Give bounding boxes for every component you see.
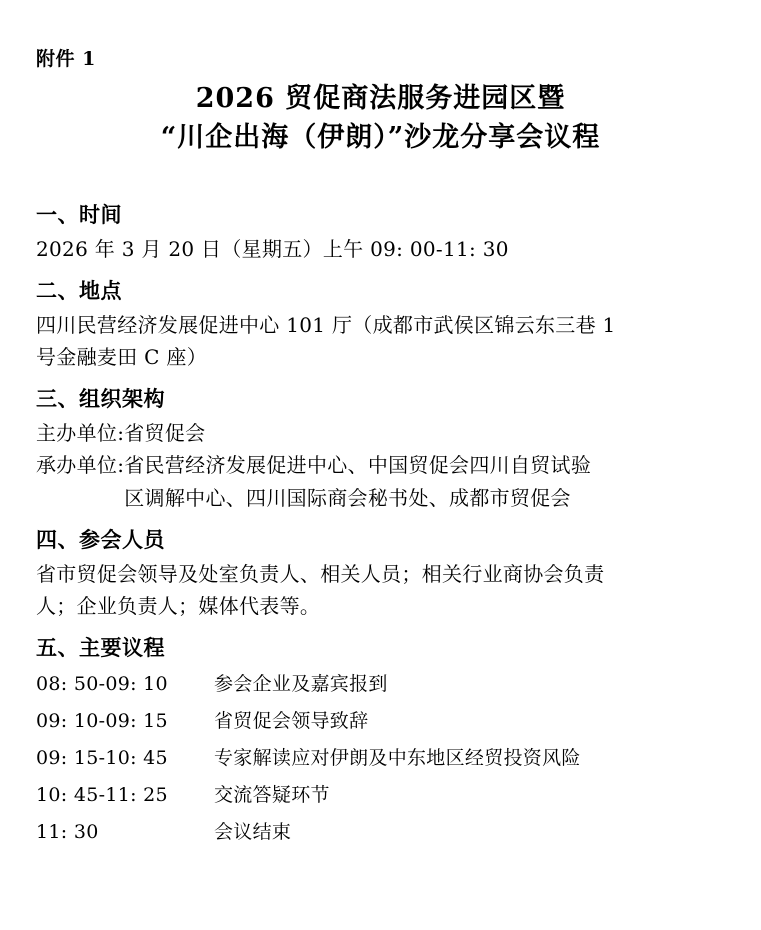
section-text-participants-line-2: 人；企业负责人；媒体代表等。: [36, 594, 321, 619]
agenda-description: 参会企业及嘉宾报到: [214, 672, 388, 695]
organization-cohost-value-line-2: 区调解中心、四川国际商会秘书处、成都市贸促会: [124, 485, 571, 510]
section-text-place-line-1: 四川民营经济发展促进中心 101 厅（成都市武侯区锦云东三巷 1: [36, 312, 616, 337]
organization-host-row: [36, 417, 725, 449]
agenda-list: [36, 666, 725, 851]
organization-cohost-row: [36, 449, 725, 481]
agenda-description: 专家解读应对伊朗及中东地区经贸投资风险: [214, 746, 581, 769]
section-heading-time: 一、时间: [36, 202, 122, 228]
section-text-place-line-2: 号金融麦田 C 座）: [36, 345, 208, 370]
page-title: [36, 79, 725, 157]
title-line-2: “川企出海（伊朗）”沙龙分享会议程: [160, 122, 601, 154]
organization-cohost-row-continued: [36, 482, 725, 514]
agenda-row: [36, 777, 725, 814]
document-body: [36, 199, 725, 851]
section-heading-agenda: 五、主要议程: [36, 635, 165, 661]
section-text-participants-line-1: 省市贸促会领导及处室负责人、相关人员；相关行业商协会负责: [36, 561, 605, 586]
organization-host-label: 主办单位:: [36, 420, 125, 445]
agenda-time: 09: 15-10: 45: [36, 746, 168, 769]
section-heading-participants: 四、参会人员: [36, 527, 165, 553]
organization-cohost-label: 承办单位:: [36, 453, 125, 478]
organization-host-value: 省贸促会: [124, 420, 206, 445]
section-text-time: 2026 年 3 月 20 日（星期五）上午 09: 00-11: 30: [36, 236, 509, 261]
agenda-time: 09: 10-09: 15: [36, 709, 168, 732]
section-heading-organization: 三、组织架构: [36, 386, 165, 412]
agenda-description: 省贸促会领导致辞: [214, 709, 369, 732]
organization-cohost-value-line-1: 省民营经济发展促进中心、中国贸促会四川自贸试验: [124, 453, 592, 478]
agenda-row: [36, 666, 725, 703]
agenda-row: [36, 703, 725, 740]
agenda-time: 10: 45-11: 25: [36, 783, 168, 806]
title-line-1: 2026 贸促商法服务进园区暨: [195, 83, 566, 114]
agenda-description: 会议结束: [214, 820, 292, 843]
agenda-time: 08: 50-09: 10: [36, 672, 168, 695]
agenda-description: 交流答疑环节: [214, 783, 330, 806]
agenda-row: [36, 740, 725, 777]
section-heading-place: 二、地点: [36, 278, 122, 304]
agenda-row: [36, 814, 725, 851]
agenda-time: 11: 30: [36, 820, 99, 843]
attachment-label: 附件 1: [36, 48, 96, 70]
